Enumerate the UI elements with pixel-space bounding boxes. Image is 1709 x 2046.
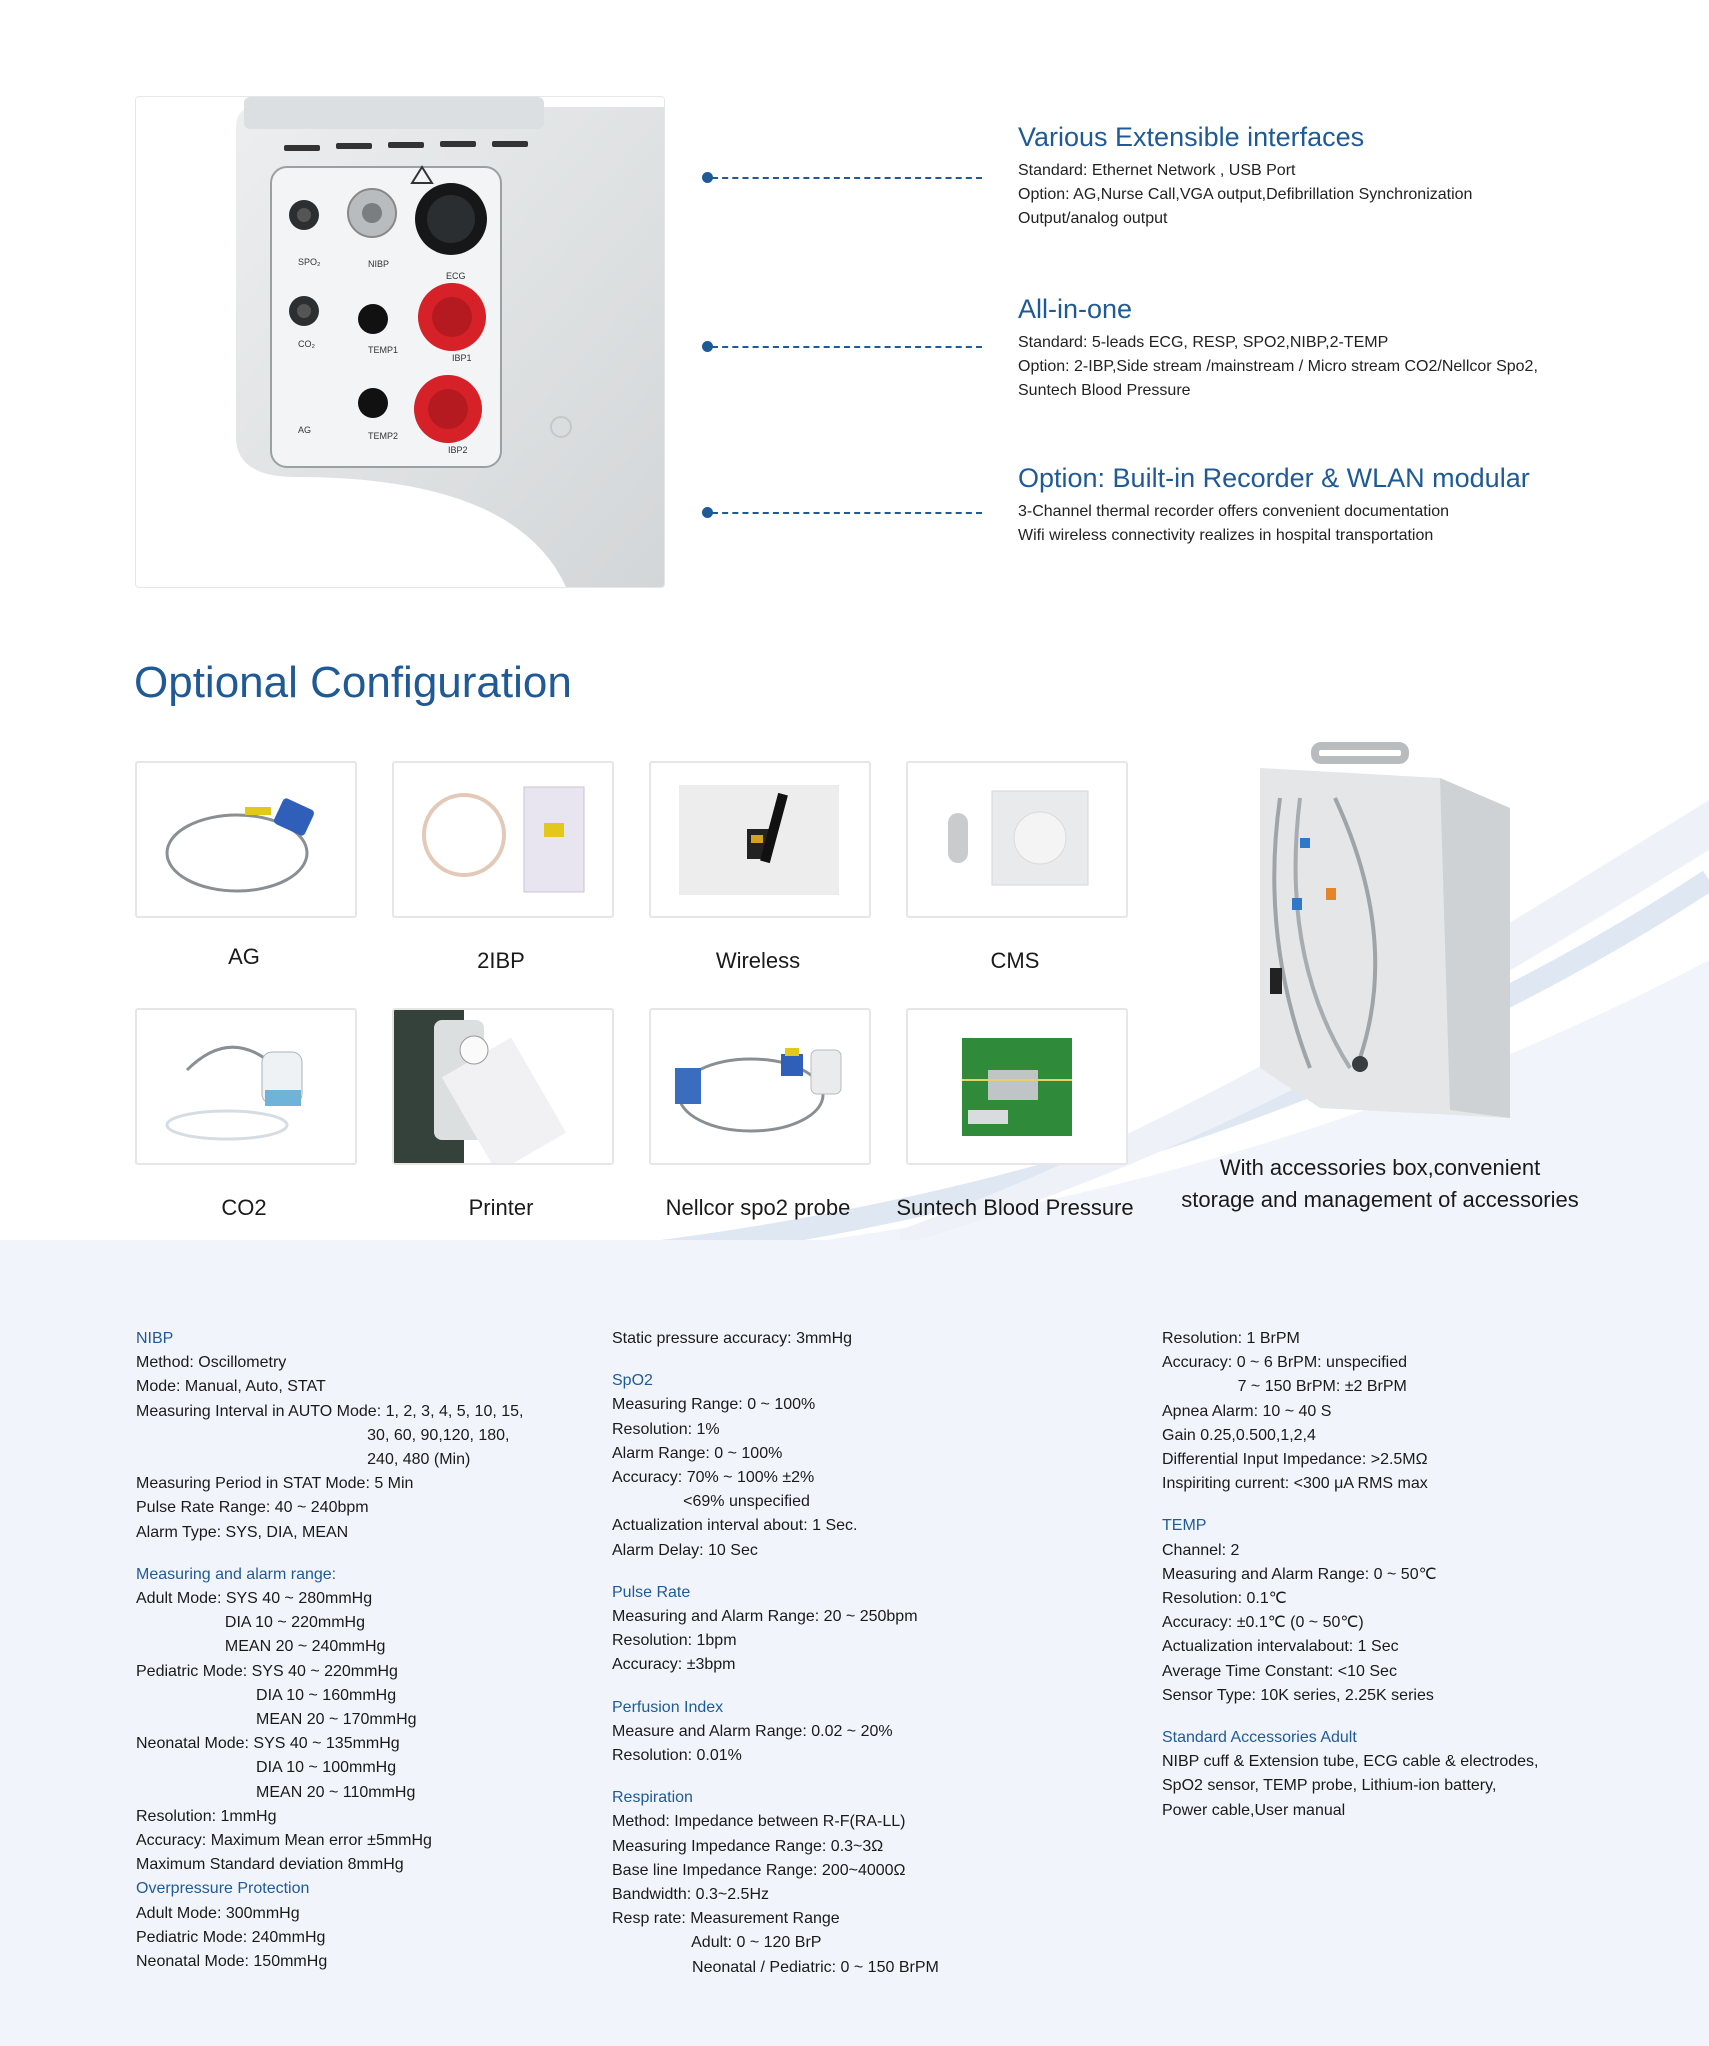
accessory-label-printer: Printer [468, 1195, 534, 1220]
spec-line: Pediatric Mode: SYS 40 ~ 220mmHg [136, 1662, 398, 1680]
spec-line: Neonatal Mode: 150mmHg [136, 1953, 328, 1971]
feature-line: Wifi wireless connectivity realizes in hospital transportation [1018, 527, 1434, 544]
spec-line: MEAN 20 ~ 170mmHg [136, 1711, 417, 1729]
spec-line: Bandwidth: 0.3~2.5Hz [612, 1886, 769, 1904]
spec-line: Resolution: 0.01% [612, 1747, 742, 1765]
spec-line: Method: Impedance between R-F(RA-LL) [612, 1813, 906, 1831]
port-label-nibp: NIBP [368, 259, 390, 269]
accessory-label-suntech: Suntech Blood Pressure [896, 1195, 1134, 1220]
accessory-image-wireless [649, 761, 871, 918]
spec-line: Base line Impedance Range: 200~4000Ω [612, 1861, 906, 1879]
caption-line: With accessories box,convenient [1219, 1155, 1541, 1180]
spec-line: SpO2 sensor, TEMP probe, Lithium-ion battery, [1162, 1777, 1497, 1795]
spec-line: Measuring Range: 0 ~ 100% [612, 1396, 816, 1414]
spec-line: Measuring Impedance Range: 0.3~3Ω [612, 1837, 884, 1855]
accessory-label-cms: CMS [990, 948, 1040, 973]
accessory-label-wireless: Wireless [715, 948, 801, 973]
port-label-ecg: ECG [446, 271, 466, 281]
spec-line: Actualization interval about: 1 Sec. [612, 1517, 858, 1535]
feature-all-in-one [1018, 294, 1538, 403]
spec-line: Resolution: 0.1℃ [1162, 1590, 1287, 1608]
spec-line: MEAN 20 ~ 240mmHg [136, 1638, 386, 1656]
feature-line: Option: 2-IBP,Side stream /mainstream / Micro stream CO2/Nellcor Spo2, [1018, 358, 1538, 375]
feature-title: Option: Built-in Recorder & WLAN modular [1018, 463, 1530, 493]
spec-line: Pulse Rate Range: 40 ~ 240bpm [136, 1499, 369, 1517]
spec-line: Resp rate: Measurement Range [612, 1910, 840, 1928]
connector-line-2 [712, 346, 982, 348]
spec-line: Adult Mode: SYS 40 ~ 280mmHg [136, 1590, 373, 1608]
spec-line: Power cable,User manual [1162, 1801, 1346, 1819]
feature-interfaces [1018, 122, 1472, 231]
spec-line: Accuracy: ±3bpm [612, 1656, 736, 1674]
spec-line: Accuracy: Maximum Mean error ±5mmHg [136, 1832, 432, 1850]
spec-line: Adult: 0 ~ 120 BrP [612, 1934, 822, 1952]
accessory-image-suntech [906, 1008, 1128, 1165]
accessory-label-ag: AG [228, 944, 260, 969]
port-label-co2: CO₂ [298, 339, 315, 349]
spec-spacer [612, 1351, 939, 1369]
accessory-label-co2: CO2 [221, 1195, 267, 1220]
spec-line: Resolution: 1mmHg [136, 1807, 277, 1825]
accessory-label-2ibp: 2IBP [477, 948, 525, 973]
spec-line: 7 ~ 150 BrPM: ±2 BrPM [1162, 1378, 1407, 1396]
spec-spacer [1162, 1708, 1539, 1726]
spec-heading: Pulse Rate [612, 1583, 691, 1601]
spec-line: 240, 480 (Min) [136, 1451, 471, 1469]
port-label-ag: AG [298, 425, 312, 435]
spec-line: Resolution: 1bpm [612, 1632, 737, 1650]
port-label-temp1: TEMP1 [368, 345, 399, 355]
spec-line: Accuracy: ±0.1℃ (0 ~ 50℃) [1162, 1614, 1364, 1632]
spec-spacer [1162, 1496, 1539, 1514]
spec-line: Neonatal / Pediatric: 0 ~ 150 BrPM [612, 1958, 939, 1976]
spec-heading: Respiration [612, 1789, 693, 1807]
spec-line: Mode: Manual, Auto, STAT [136, 1378, 326, 1396]
port-label-ibp1: IBP1 [452, 353, 472, 363]
spec-line: Sensor Type: 10K series, 2.25K series [1162, 1686, 1434, 1704]
spec-heading: SpO2 [612, 1372, 653, 1390]
spec-column-1 [136, 1327, 523, 1974]
spec-heading: Overpressure Protection [136, 1880, 310, 1898]
spec-line: Alarm Type: SYS, DIA, MEAN [136, 1523, 349, 1541]
spec-heading: NIBP [136, 1330, 174, 1347]
accessory-image-cms [906, 761, 1128, 918]
spec-line: Static pressure accuracy: 3mmHg [612, 1330, 853, 1347]
feature-title: All-in-one [1018, 294, 1133, 324]
spec-heading: TEMP [1162, 1517, 1207, 1535]
spec-heading: Measuring and alarm range: [136, 1565, 337, 1583]
spec-line: Measure and Alarm Range: 0.02 ~ 20% [612, 1722, 893, 1740]
spec-line: Measuring and Alarm Range: 20 ~ 250bpm [612, 1608, 918, 1626]
spec-line: Inspiriting current: <300 μA RMS max [1162, 1475, 1428, 1493]
spec-line: DIA 10 ~ 220mmHg [136, 1614, 365, 1632]
spec-heading: Perfusion Index [612, 1698, 724, 1716]
spec-line: Pediatric Mode: 240mmHg [136, 1928, 326, 1946]
spec-line: DIA 10 ~ 100mmHg [136, 1759, 397, 1777]
accessory-image-printer [392, 1008, 614, 1165]
feature-line: Standard: Ethernet Network , USB Port [1018, 162, 1296, 179]
device-interface-photo [135, 96, 665, 588]
spec-line: Adult Mode: 300mmHg [136, 1904, 300, 1922]
spec-line: Maximum Standard deviation 8mmHg [136, 1856, 404, 1874]
feature-title: Various Extensible interfaces [1018, 122, 1365, 152]
spec-line: Neonatal Mode: SYS 40 ~ 135mmHg [136, 1735, 400, 1753]
spec-line: Accuracy: 0 ~ 6 BrPM: unspecified [1162, 1354, 1407, 1372]
spec-line: Measuring Interval in AUTO Mode: 1, 2, 3, 4, 5, 10, 15, [136, 1402, 524, 1420]
section-title: Optional Configuration [134, 658, 572, 707]
spec-line: Differential Input Impedance: >2.5MΩ [1162, 1451, 1428, 1469]
spec-line: Method: Oscillometry [136, 1354, 287, 1372]
spec-spacer [612, 1678, 939, 1696]
spec-spacer [612, 1768, 939, 1786]
spec-heading: Standard Accessories Adult [1162, 1729, 1357, 1747]
spec-line: Average Time Constant: <10 Sec [1162, 1662, 1397, 1680]
spec-line: Resolution: 1 BrPM [1162, 1330, 1300, 1347]
connector-line-3 [712, 512, 982, 514]
feature-line: Output/analog output [1018, 210, 1168, 227]
spec-line: Channel: 2 [1162, 1541, 1240, 1559]
caption-line: storage and management of accessories [1181, 1187, 1579, 1212]
spec-line: Resolution: 1% [612, 1420, 720, 1438]
spec-column-2 [612, 1327, 939, 1980]
port-label-ibp2: IBP2 [448, 445, 468, 455]
accessory-image-co2 [135, 1008, 357, 1165]
accessories-box-caption [1140, 1152, 1620, 1216]
spec-line: Apnea Alarm: 10 ~ 40 S [1162, 1402, 1332, 1420]
accessories-box-device-photo [1240, 738, 1530, 1133]
spec-spacer [136, 1545, 523, 1563]
port-label-temp2: TEMP2 [368, 431, 399, 441]
spec-line: MEAN 20 ~ 110mmHg [136, 1783, 416, 1801]
spec-line: <69% unspecified [612, 1493, 810, 1511]
accessory-image-ag [135, 761, 357, 918]
accessory-label-nellcor: Nellcor spo2 probe [665, 1195, 851, 1220]
feature-recorder-wlan [1018, 463, 1530, 548]
feature-line: 3-Channel thermal recorder offers convenient documentation [1018, 503, 1450, 520]
feature-line: Standard: 5-leads ECG, RESP, SPO2,NIBP,2-TEMP [1018, 334, 1389, 351]
spec-line: Measuring Period in STAT Mode: 5 Min [136, 1475, 414, 1493]
connector-line-1 [712, 177, 982, 179]
spec-line: Accuracy: 70% ~ 100% ±2% [612, 1469, 815, 1487]
spec-column-3 [1162, 1327, 1539, 1823]
accessory-image-nellcor [649, 1008, 871, 1165]
port-label-spo2: SPO₂ [298, 257, 321, 267]
spec-line: Alarm Range: 0 ~ 100% [612, 1444, 783, 1462]
spec-line: NIBP cuff & Extension tube, ECG cable & electrodes, [1162, 1753, 1539, 1771]
spec-line: Alarm Delay: 10 Sec [612, 1541, 758, 1559]
spec-line: DIA 10 ~ 160mmHg [136, 1686, 397, 1704]
feature-line: Suntech Blood Pressure [1018, 382, 1191, 399]
accessory-image-2ibp [392, 761, 614, 918]
spec-line: Gain 0.25,0.500,1,2,4 [1162, 1426, 1316, 1444]
spec-line: Measuring and Alarm Range: 0 ~ 50℃ [1162, 1565, 1437, 1583]
spec-spacer [612, 1563, 939, 1581]
spec-line: 30, 60, 90,120, 180, [136, 1426, 510, 1444]
spec-line: Actualization intervalabout: 1 Sec [1162, 1638, 1399, 1656]
feature-line: Option: AG,Nurse Call,VGA output,Defibrillation Synchronization [1018, 186, 1473, 203]
